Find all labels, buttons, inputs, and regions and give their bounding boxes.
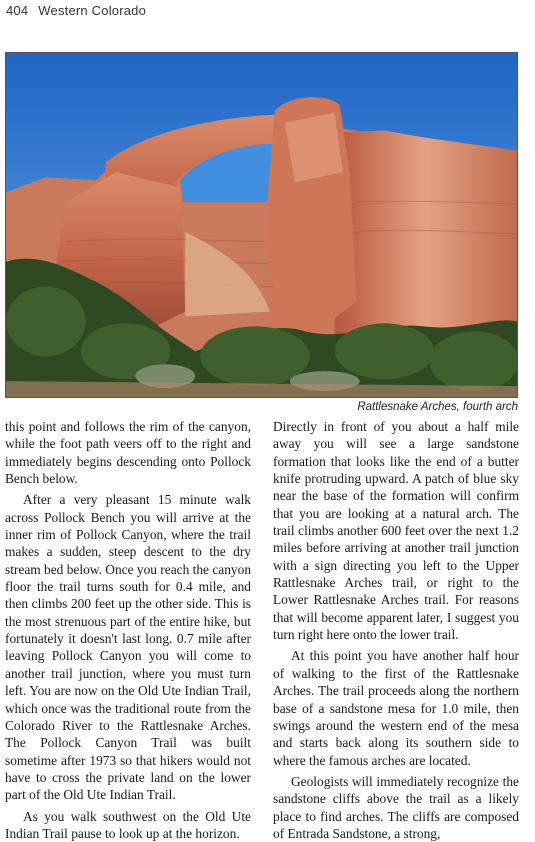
body-column-left bbox=[5, 418, 251, 842]
paragraph: Directly in front of you about a half mile away you will see a large sandstone formation that looks like the end of a butter knife protruding upward. A patch of blue sky near the base of the formation will confirm that you are looking at a natural arch. The trail climbs another 600 feet over the next 1.2 miles before arriving at another trail junction with a sign directing you left to the Upper Rattlesnake Arches trail, or right to the Lower Rattlesnake Arches trail. For reasons that will become apparent later, I suggest you turn right here onto the lower trail. bbox=[273, 419, 519, 643]
paragraph: Geologists will immediately recognize the sandstone cliffs above the trail as a likely place to find arches. The cliffs are composed of Entrada Sandstone, a strong, bbox=[273, 773, 519, 841]
paragraph: As you walk southwest on the Old Ute Indian Trail pause to look up at the horizon. bbox=[5, 808, 251, 841]
body-column-right bbox=[273, 418, 519, 842]
paragraph: At this point you have another half hour of walking to the first of the Rattlesnake Arches. The trail proceeds along the northern base of a sandstone mesa for 1.0 mile, then swings around the western end of the mesa and starts back along its southern side to where the famous arches are located. bbox=[273, 648, 519, 768]
arch-photo bbox=[5, 52, 518, 398]
section-title: Western Colorado bbox=[38, 3, 147, 18]
running-header bbox=[6, 3, 146, 18]
paragraph: this point and follows the rim of the canyon, while the foot path veers off to the right and immediately begins descending onto Pollock Bench below. bbox=[5, 419, 251, 487]
page-number: 404 bbox=[6, 3, 29, 18]
paragraph: After a very pleasant 15 minute walk across Pollock Bench you will arrive at the inner rim of Pollock Canyon, where the trail makes a sudden, steep descent to the dry stream bed below. Once you reach the canyon floor the trail turns south for 0.4 mile, and then climbs 200 feet up the other side. This is the most strenuous part of the entire hike, but fortunately it doesn't last long. 0.7 mile after leaving Pollock Canyon you will come to another trail junction, where you must turn left. You are now on the Old Ute Indian Trail, which once was the traditional route from the Colorado River to the Rattlesnake Arches. The Pollock Canyon Trail was built sometime after 1973 so that hikers would not have to cross the private land on the lower part of the Old Ute Indian Trail. bbox=[5, 492, 252, 803]
photo-caption: Rattlesnake Arches, fourth arch bbox=[357, 401, 518, 413]
